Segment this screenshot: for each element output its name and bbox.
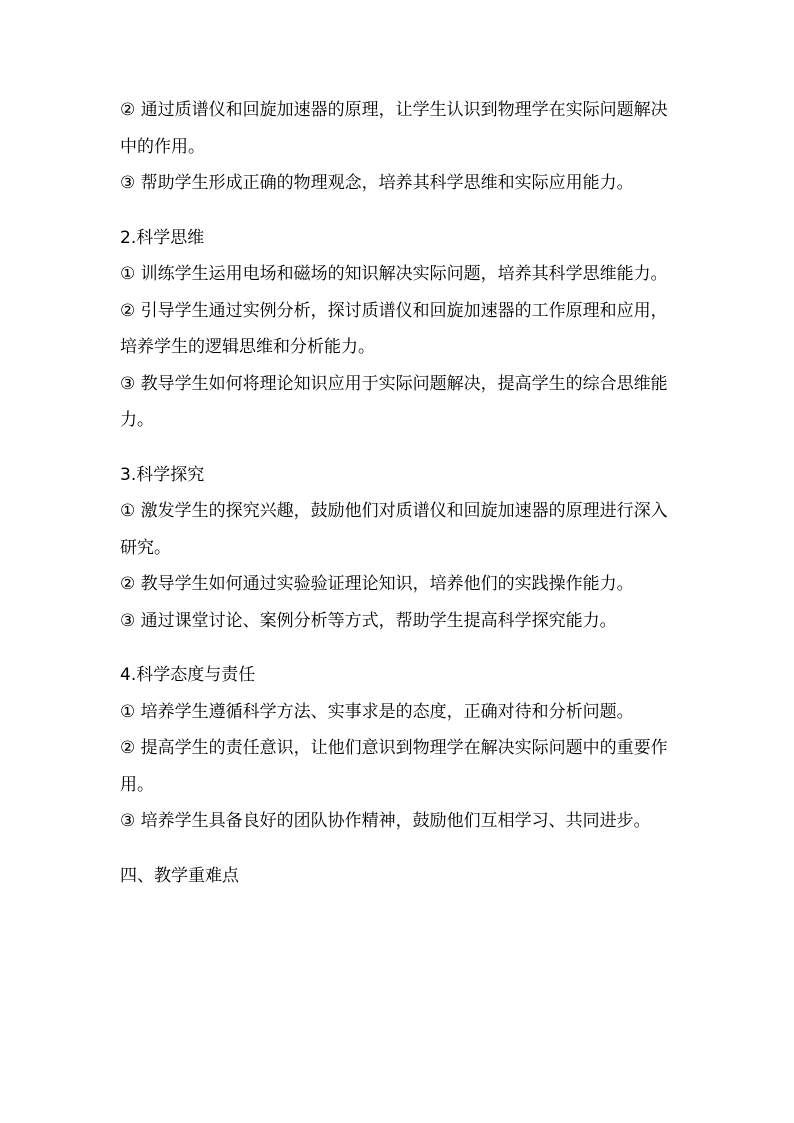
chapter-heading-teaching-difficulties: 四、教学重难点 <box>120 865 239 886</box>
list-item: ② 引导学生通过实例分析，探讨质谱仪和回旋加速器的工作原理和应用，培养学生的逻辑思维和分析能力。 <box>120 300 668 357</box>
list-item: ① 激发学生的探究兴趣，鼓励他们对质谱仪和回旋加速器的原理进行深入研究。 <box>120 501 668 558</box>
section-continued <box>120 92 680 202</box>
document-body <box>120 92 680 894</box>
section-scientific-inquiry <box>120 457 680 640</box>
section-attitude-responsibility <box>120 657 680 840</box>
list-item: ③ 教导学生如何将理论知识应用于实际问题解决，提高学生的综合思维能力。 <box>120 373 668 430</box>
list-item: ③ 培养学生具备良好的团队协作精神，鼓励他们互相学习、共同进步。 <box>120 811 651 831</box>
section-heading: 4.科学态度与责任 <box>120 665 256 685</box>
list-item: ① 培养学生遵循科学方法、实事求是的态度，正确对待和分析问题。 <box>120 701 634 722</box>
list-item: ② 通过质谱仪和回旋加速器的原理，让学生认识到物理学在实际问题解决中的作用。 <box>120 100 668 157</box>
section-heading: 2.科学思维 <box>120 227 205 248</box>
section-scientific-thinking <box>120 220 680 439</box>
list-item: ② 提高学生的责任意识，让他们意识到物理学在解决实际问题中的重要作用。 <box>120 738 668 795</box>
list-item: ③ 通过课堂讨论、案例分析等方式，帮助学生提高科学探究能力。 <box>120 610 617 631</box>
list-item: ② 教导学生如何通过实验验证理论知识，培养他们的实践操作能力。 <box>120 574 634 594</box>
section-heading: 3.科学探究 <box>120 464 205 485</box>
list-item: ① 训练学生运用电场和磁场的知识解决实际问题，培养其科学思维能力。 <box>120 264 668 284</box>
list-item: ③ 帮助学生形成正确的物理观念，培养其科学思维和实际应用能力。 <box>120 173 634 193</box>
